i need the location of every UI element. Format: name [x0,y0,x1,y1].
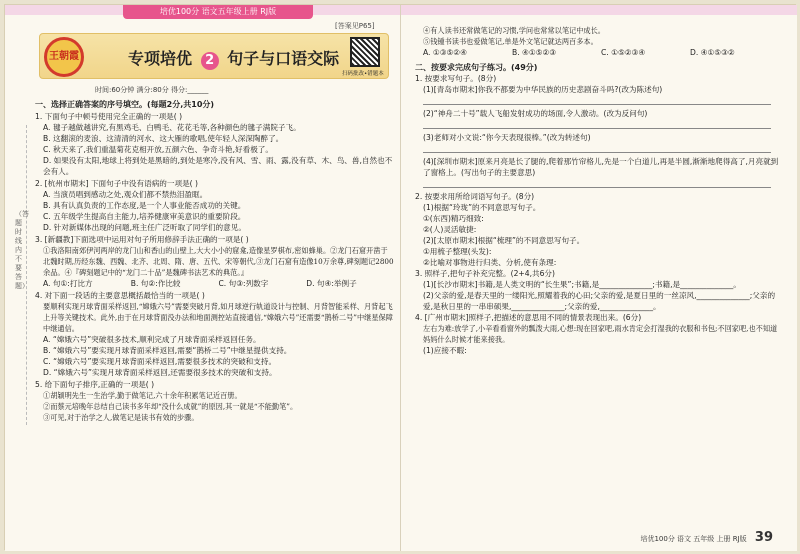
s2-q1-item-3: (3)老师对小文说:“你今天表现很棒。”(改为转述句) [423,133,591,142]
q3-option-b: B. 句②:作比较 [130,279,181,288]
s2-q4-stem: 4. [广州市期末]照样子,把描述的意思用不同的情景表现出来。(6分) [415,313,642,322]
s2-q2-item-2: (2)[太原市期末]根据“梳理”的不同意思写句子。 [423,236,585,245]
header-tab: 培优100分 语文五年级上册 RJ版 [123,5,313,19]
qr-code-icon[interactable] [350,37,380,67]
title-prefix: 专项培优 [128,49,193,68]
s2-q2-item-2a: ①用梳子整理(头发): [423,247,492,256]
q3-option-a: A. 句①:打比方 [43,279,93,288]
section-1 [35,97,394,423]
s2-q3-stem: 3. 照样子,把句子补充完整。(2+4,共6分) [415,269,555,278]
q4-option-b: B. “嫦娥六号”要实现月球背面采样返回,需要“鹊桥二号”中继星提供支持。 [43,346,292,355]
q3-stem: 3. [新疆教]下面选项中运用对句子所用修辞手法正确的一项是( ) [35,235,249,244]
top-band-right [401,5,797,15]
answer-line[interactable] [423,95,771,105]
answer-line[interactable] [423,178,771,188]
q1-stem: 1. 下面句子中顿号使用完全正确的一项是( ) [35,112,183,121]
q4-stem: 4. 对下面一段话的主要意思概括最恰当的一项是( ) [35,291,205,300]
left-page [5,5,401,551]
q2-stem: 2. [杭州市期末] 下面句子中没有语病的一项是( ) [35,179,199,188]
book-spread [4,4,796,550]
q5-sentence-5: ⑤钱锺书读书也爱做笔记,单是外文笔记就达两百多本。 [423,37,598,46]
s2-q2-item-1: (1)根据“玲珑”的不同意思写句子。 [423,203,541,212]
right-page [401,5,797,551]
page-footer [640,530,773,545]
q5-option-c: C. ①⑤②③④ [601,48,646,57]
q3-options [35,278,394,289]
q4-option-c: C. “嫦娥六号”要实现月球背面采样返回,需要很多技术的突破和支持。 [43,357,277,366]
answer-line[interactable] [423,119,771,129]
s2-q1-item-2: (2)“神舟二十号”载人飞船发射成功的场面,令人激动。(改为反问句) [423,109,648,118]
s2-q4-item-1: (1)应接不暇: [423,346,467,355]
brand-logo: 王朝霞 [44,37,84,77]
answer-line[interactable] [423,143,771,153]
q1-option-c: C. 秋天来了,我们重温菊花克相开放,五颜六色、争奇斗艳,好看极了。 [43,145,273,154]
s2-q3-item-2: (2)父亲的爱,是春天里的一缕阳光,照耀着我的心田;父亲的爱,是夏日里的一丝凉风,______________;父亲的爱,是秋日里的一串串硕果,______________;父亲的爱,______________。 [423,291,776,311]
s2-q2-item-1a: ①(东西)精巧细致: [423,214,484,223]
s2-q1-item-1: (1)[青岛市期末]你我不都要为中华民族的历史悲剧奋斗吗?(改为陈述句) [423,85,663,94]
footer-text: 培优100分 语文 五年级 上册 RJ版 [640,535,747,543]
q2-option-b: B. 具有认真负责的工作态度,是一个人事业能否成功的关键。 [43,201,246,210]
page-title [128,46,339,70]
q3-option-d: D. 句④:举例子 [306,279,357,288]
section-1-title: 一、选择正确答案的序号填空。(每题2分,共10分) [35,100,215,109]
section-2-title: 二、按要求完成句子练习。(49分) [415,63,538,72]
title-number: 2 [201,52,219,70]
q4-option-a: A. “嫦娥六号”突破很多技术,顺利完成了月球背面采样返回任务。 [43,335,261,344]
s2-q2-stem: 2. 按要求用所给词语写句子。(8分) [415,192,535,201]
q5-option-a: A. ①③⑤②④ [423,48,467,57]
q5-option-b: B. ④①⑤②③ [512,48,557,57]
s2-q3-item-1: (1)[长沙市期末]书籍,是人类文明的“长生果”;书籍,是______________;书籍,是______________。 [423,280,741,289]
q1-option-d: D. 如果没有太阳,地球上将到处是黑暗的,到处是寒冷,没有风、雪、雨、露,没有草、木、鸟、兽,自然也不会有人。 [43,156,393,176]
question-1 [35,111,394,177]
s2-q4-example: 左右为难:放学了,小辛看看窗外的瓢泼大雨,心想:现在回家吧,雨水肯定会打湿我的衣服和书包;不回家吧,也不知道妈妈什么时候才能来接我。 [423,324,778,344]
q2-option-d: D. 针对新媒体出现的问题,班主任广泛听取了同学们的意见。 [43,223,246,232]
answer-reference: [答案见P65] [335,22,375,30]
score-line: 时间:60分钟 满分:80分 得分:______ [95,86,209,94]
q5-sentence-3: ③可见,对于治学之人,做笔记是读书有效的步骤。 [43,413,199,422]
qr-caption: 扫码批改•错题本 [342,71,384,77]
q3-option-c: C. 句③:列数字 [218,279,269,288]
q5-option-d: D. ④①⑤③② [690,48,735,57]
question-5 [35,379,394,423]
q5-sentence-4: ④有人读书还常做笔记的习惯,学问也常常以笔记中成长。 [423,26,605,35]
q1-option-b: B. 这翻滚的麦浪、这清清的河水、这大雁的歌唱,使年轻人深深陶醉了。 [43,134,284,143]
q5-stem: 5. 给下面句子排序,正确的一项是( ) [35,380,155,389]
question-2 [35,178,394,233]
q4-passage: 要顺利实现月球背面采样返回,“嫦娥六号”需要突破月背,如月球逆行轨道设计与控制、月背智能采样、月背起飞上升等关键技术。此外,由于在月球背面没办法和地面测控站直接通信,“嫦娥六号”还需要“鹊桥二号”中继星保障中继通信。 [43,302,393,333]
s2-q2-item-2b: ②比喻对事物进行归类、分析,使有条理: [423,258,557,267]
s2-q1-stem: 1. 按要求写句子。(8分) [415,74,497,83]
q5-options [415,47,779,58]
margin-note: （答题时线内不要答题） [15,210,29,290]
s2-q2-item-1b: ②(人)灵活敏捷: [423,225,477,234]
title-main: 句子与口语交际 [227,49,340,68]
q1-option-a: A. 毽子越做越讲究,有黑鸡毛、白鸭毛、花花毛等,各种颜色的毽子满院子飞。 [43,123,301,132]
question-4 [35,290,394,378]
q4-option-d: D. “嫦娥六号”实现月球背面采样返回,还需要很多技术的突破和支持。 [43,368,277,377]
right-content [415,25,779,356]
question-3 [35,234,394,289]
q2-option-c: C. 五年级学生提高自主能力,培养健康审美意识的重要阶段。 [43,212,246,221]
s2-q1-item-4: (4)[深圳市期末]原来月亮是长了腿的,爬着那竹帘格儿,先是一个白道儿,再是半圆,渐渐地爬得高了,月亮就到了窗格上。(写出句子的主要意思) [423,157,779,177]
q2-option-a: A. 当演员唱到感动之处,观众们都不禁热泪盈眶。 [43,190,208,199]
page-number: 39 [754,530,773,545]
q3-passage: ①我洛阳南郊伊河两岸的龙门山和香山的山壁上,大大小小的窟龛,造像星罗棋布,密如蜂巢。②龙门石窟开凿于北魏时期,历经东魏、西魏、北齐、北周、隋、唐、五代、宋等朝代,③龙门石窟有造像10万余尊,碑刻题记2800余品。④『碑刻题记中的“龙门二十品”是魏碑书法艺术的典范。』 [43,246,394,277]
q5-sentence-2: ②而蔡元培晚年总结自己读书多年却“没什么成就”的原因,其一就是“不能勤笔”。 [43,402,298,411]
title-box [39,33,389,79]
q5-sentence-1: ①胡颖明先生一生治学,勤于做笔记,六十余年积累笔记近百册。 [43,391,242,400]
